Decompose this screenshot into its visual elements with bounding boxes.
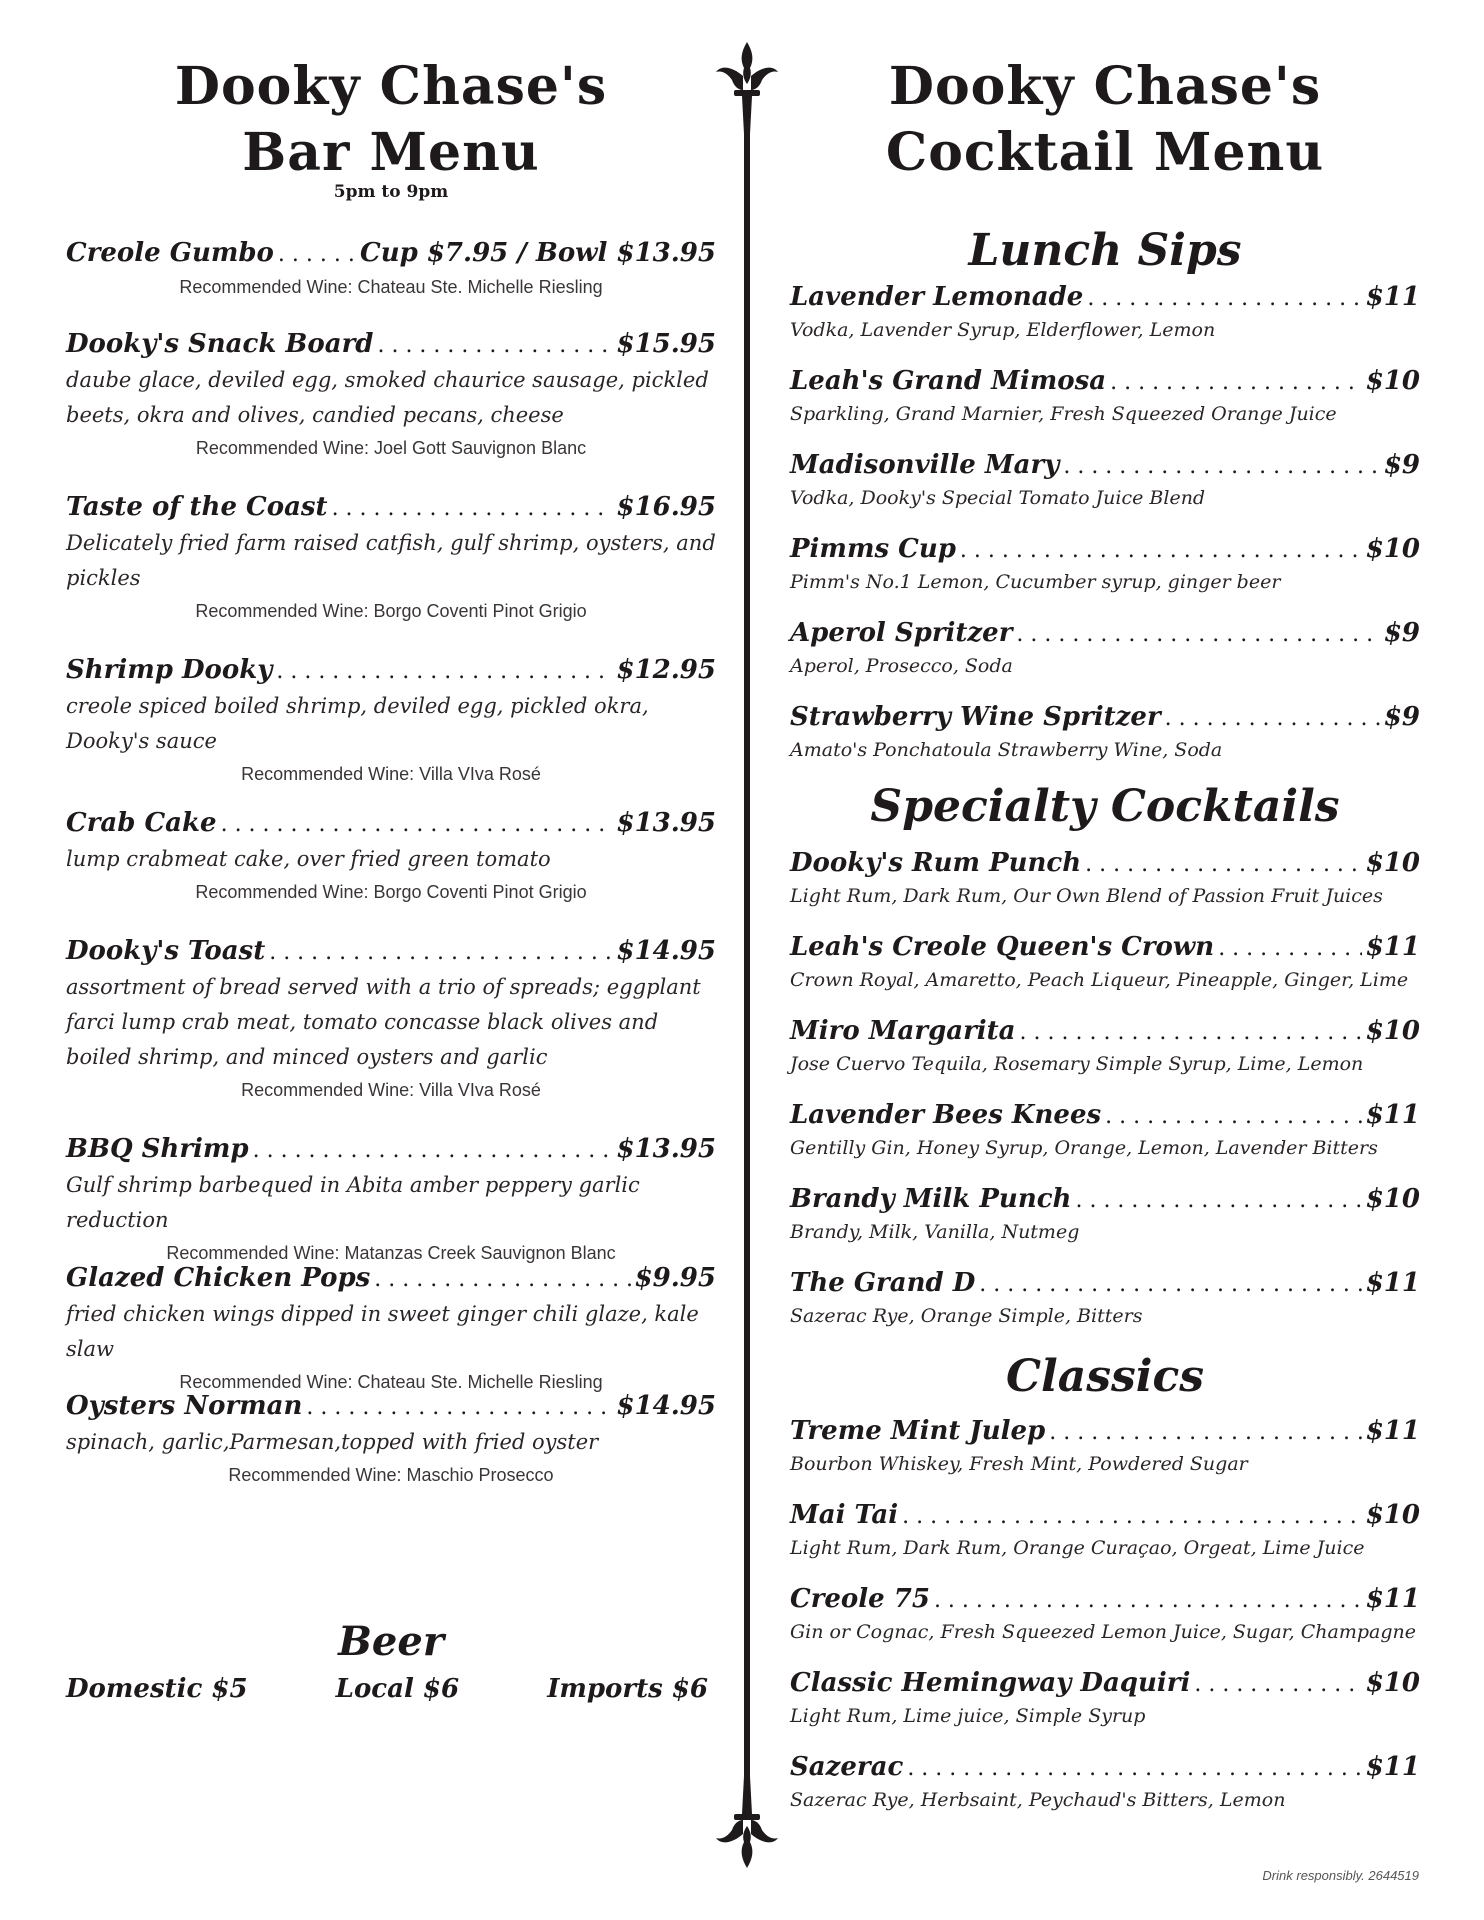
cocktail-price: $11	[1365, 1268, 1420, 1298]
leader-dots	[1085, 848, 1362, 882]
cocktail-name: Treme Mint Julep	[790, 1416, 1046, 1446]
leader-dots	[306, 1391, 612, 1425]
cocktail-row	[790, 1582, 1420, 1618]
bar-item-name: Dooky's Snack Board	[66, 329, 374, 359]
leader-dots	[934, 1584, 1362, 1618]
leader-dots	[1165, 702, 1380, 736]
fleur-de-lis-icon	[716, 1776, 778, 1868]
cocktail-description: Vodka, Lavender Syrup, Elderflower, Lemon	[790, 319, 1216, 341]
bar-item-description: Delicately fried farm raised catfish, gulf shrimp, oysters, and pickles	[66, 531, 716, 590]
leader-dots	[902, 1500, 1362, 1534]
cocktail-description: Jose Cuervo Tequila, Rosemary Simple Syrup, Lime, Lemon	[790, 1053, 1364, 1075]
cocktail-price: $11	[1365, 1100, 1420, 1130]
bar-item-name: Crab Cake	[66, 808, 217, 838]
cocktail-row	[790, 1098, 1420, 1134]
cocktail-description: Gin or Cognac, Fresh Squeezed Lemon Juice, Sugar, Champagne	[790, 1621, 1416, 1643]
bar-item-description: Gulf shrimp barbequed in Abita amber peppery garlic reduction	[66, 1173, 640, 1232]
cocktail-row	[790, 700, 1420, 736]
wine-recommendation: Recommended Wine: Borgo Coventi Pinot Grigio	[195, 601, 587, 621]
bar-item	[66, 1261, 716, 1397]
cocktail-row	[790, 1014, 1420, 1050]
leader-dots	[1087, 282, 1361, 316]
cocktail-name: Dooky's Rum Punch	[790, 848, 1082, 878]
column-divider	[712, 38, 782, 1872]
cocktail-description: Aperol, Prosecco, Soda	[790, 655, 1013, 677]
cocktail-row	[790, 930, 1420, 966]
cocktail-price: $10	[1365, 1500, 1420, 1530]
bar-item-price: $14.95	[616, 1391, 716, 1421]
bar-item-row	[66, 1132, 716, 1168]
cocktail-name: The Grand D	[790, 1268, 976, 1298]
cocktail-name: Lavender Lemonade	[790, 282, 1084, 312]
leader-dots	[278, 238, 356, 272]
leader-dots	[374, 1263, 630, 1297]
bar-item-description: creole spiced boiled shrimp, deviled egg, pickled okra, Dooky's sauce	[66, 694, 649, 753]
cocktail-name: Pimms Cup	[790, 534, 956, 564]
leader-dots	[332, 492, 613, 526]
cocktail-row	[790, 1266, 1420, 1302]
cocktail-item	[790, 1098, 1420, 1162]
cocktail-name: Madisonville Mary	[790, 450, 1060, 480]
bar-item	[66, 236, 716, 302]
leader-dots	[276, 655, 612, 689]
cocktail-price: $11	[1365, 1416, 1420, 1446]
leader-dots	[269, 936, 612, 970]
cocktail-row	[790, 1414, 1420, 1450]
bar-item-name: Dooky's Toast	[66, 936, 266, 966]
bar-item	[66, 1389, 716, 1490]
cocktail-name: Brandy Milk Punch	[790, 1184, 1072, 1214]
cocktail-row	[790, 1182, 1420, 1218]
bar-item-description: spinach, garlic,Parmesan,topped with fried oyster	[66, 1430, 599, 1454]
cocktail-row	[790, 1666, 1420, 1702]
bar-item-description: fried chicken wings dipped in sweet ginger chili glaze, kale slaw	[66, 1302, 699, 1361]
cocktail-row	[790, 280, 1420, 316]
cocktail-description: Sazerac Rye, Orange Simple, Bitters	[790, 1305, 1143, 1327]
leader-dots	[253, 1134, 613, 1168]
wine-recommendation: Recommended Wine: Chateau Ste. Michelle Riesling	[179, 1372, 603, 1392]
wine-recommendation: Recommended Wine: Maschio Prosecco	[228, 1465, 554, 1485]
bar-item-name: Glazed Chicken Pops	[66, 1263, 371, 1293]
wine-recommendation: Recommended Wine: Borgo Coventi Pinot Grigio	[195, 882, 587, 902]
cocktail-item	[790, 1182, 1420, 1246]
bar-item-row	[66, 327, 716, 363]
cocktail-description: Sazerac Rye, Herbsaint, Peychaud's Bitters, Lemon	[790, 1789, 1286, 1811]
cocktail-description: Pimm's No.1 Lemon, Cucumber syrup, ginger beer	[790, 571, 1281, 593]
cocktail-price: $10	[1365, 1016, 1420, 1046]
cocktail-name: Sazerac	[790, 1752, 904, 1782]
cocktail-description: Bourbon Whiskey, Fresh Mint, Powdered Sugar	[790, 1453, 1248, 1475]
cocktail-price: $10	[1365, 1668, 1420, 1698]
cocktail-item	[790, 1498, 1420, 1562]
bar-item-name: Taste of the Coast	[66, 492, 328, 522]
bar-item-name: Shrimp Dooky	[66, 655, 273, 685]
cocktail-item	[790, 532, 1420, 596]
cocktail-name: Leah's Grand Mimosa	[790, 366, 1107, 396]
cocktail-price: $10	[1365, 1184, 1420, 1214]
wine-recommendation: Recommended Wine: Villa VIva Rosé	[241, 764, 541, 784]
divider-line	[744, 128, 750, 1778]
bar-item-row	[66, 490, 716, 526]
cocktail-price: $11	[1365, 282, 1420, 312]
beer-local: Local $6	[335, 1674, 460, 1704]
bar-hours: 5pm to 9pm	[333, 182, 449, 202]
cocktail-menu-title-line2: Cocktail Menu	[885, 122, 1325, 183]
cocktail-name: Strawberry Wine Spritzer	[790, 702, 1161, 732]
bar-item	[66, 806, 716, 907]
cocktail-price: $10	[1365, 848, 1420, 878]
cocktail-description: Brandy, Milk, Vanilla, Nutmeg	[790, 1221, 1080, 1243]
cocktail-name: Classic Hemingway Daquiri	[790, 1668, 1191, 1698]
leader-dots	[979, 1268, 1361, 1302]
bar-item-name: Creole Gumbo	[66, 238, 274, 268]
cocktail-name: Lavender Bees Knees	[790, 1100, 1102, 1130]
cocktail-row	[790, 616, 1420, 652]
cocktail-name: Mai Tai	[790, 1500, 899, 1530]
bar-item-description: daube glace, deviled egg, smoked chaurice sausage, pickled beets, okra and olives, candied pecans, cheese	[66, 368, 709, 427]
bar-item-price: $16.95	[616, 492, 716, 522]
beer-imports: Imports $6	[547, 1674, 708, 1704]
cocktail-description: Light Rum, Lime juice, Simple Syrup	[790, 1705, 1146, 1727]
section-heading-classics: Classics	[1005, 1351, 1205, 1402]
cocktail-item	[790, 364, 1420, 428]
bar-item-name: Oysters Norman	[66, 1391, 303, 1421]
cocktail-price: $11	[1365, 1752, 1420, 1782]
leader-dots	[1063, 450, 1379, 484]
cocktail-description: Light Rum, Dark Rum, Our Own Blend of Passion Fruit Juices	[790, 885, 1383, 907]
cocktail-item	[790, 1414, 1420, 1478]
leader-dots	[1020, 1016, 1362, 1050]
wine-recommendation: Recommended Wine: Villa VIva Rosé	[241, 1080, 541, 1100]
fleur-de-lis-icon	[716, 42, 778, 134]
bar-menu-title-line1: Dooky Chase's	[174, 56, 608, 117]
cocktail-price: $11	[1365, 932, 1420, 962]
bar-item-row	[66, 934, 716, 970]
cocktail-item	[790, 700, 1420, 764]
cocktail-price: $11	[1365, 1584, 1420, 1614]
leader-dots	[907, 1752, 1361, 1786]
bar-item-row	[66, 806, 716, 842]
cocktail-item	[790, 1582, 1420, 1646]
leader-dots	[1049, 1416, 1361, 1450]
bar-item-price: $15.95	[616, 329, 716, 359]
wine-recommendation: Recommended Wine: Chateau Ste. Michelle Riesling	[179, 277, 603, 297]
cocktail-row	[790, 846, 1420, 882]
bar-item-price: $13.95	[616, 808, 716, 838]
cocktail-item	[790, 616, 1420, 680]
cocktail-row	[790, 532, 1420, 568]
cocktail-row	[790, 1498, 1420, 1534]
bar-item	[66, 934, 716, 1105]
bar-item-row	[66, 236, 716, 272]
cocktail-row	[790, 364, 1420, 400]
cocktail-menu-title-line1: Dooky Chase's	[888, 56, 1322, 117]
bar-item-price: $13.95	[616, 1134, 716, 1164]
bar-menu-header	[66, 54, 716, 202]
cocktail-item	[790, 930, 1420, 994]
section-heading-specialty: Specialty Cocktails	[870, 781, 1340, 832]
cocktail-description: Vodka, Dooky's Special Tomato Juice Blend	[790, 487, 1206, 509]
cocktail-item	[790, 280, 1420, 344]
bar-item-description: assortment of bread served with a trio of spreads; eggplant farci lump crab meat, tomato concasse black olives and boiled shrimp, and minced oysters and garlic	[66, 975, 701, 1069]
cocktail-item	[790, 1666, 1420, 1730]
cocktail-description: Amato's Ponchatoula Strawberry Wine, Soda	[790, 739, 1223, 761]
cocktail-item	[790, 1750, 1420, 1814]
bar-item-price: $12.95	[616, 655, 716, 685]
bar-item	[66, 327, 716, 463]
footer-note: Drink responsibly. 2644519	[1262, 1868, 1419, 1883]
cocktail-item	[790, 448, 1420, 512]
bar-item	[66, 490, 716, 626]
cocktail-description: Light Rum, Dark Rum, Orange Curaçao, Orgeat, Lime Juice	[790, 1537, 1365, 1559]
bar-item	[66, 1132, 716, 1268]
cocktail-item	[790, 846, 1420, 910]
section-heading-lunch-sips: Lunch Sips	[968, 225, 1242, 276]
bar-item	[66, 653, 716, 789]
bar-item-price: Cup $7.95 / Bowl $13.95	[360, 238, 716, 268]
leader-dots	[1075, 1184, 1361, 1218]
cocktail-price: $9	[1383, 702, 1420, 732]
cocktail-row	[790, 448, 1420, 484]
bar-item-row	[66, 653, 716, 689]
leader-dots	[960, 534, 1362, 568]
beer-prices	[66, 1674, 716, 1704]
cocktail-price: $10	[1365, 366, 1420, 396]
cocktail-price: $9	[1383, 618, 1420, 648]
cocktail-name: Miro Margarita	[790, 1016, 1016, 1046]
leader-dots	[221, 808, 613, 842]
cocktail-price: $10	[1365, 534, 1420, 564]
bar-item-row	[66, 1389, 716, 1425]
cocktail-item	[790, 1014, 1420, 1078]
bar-item-price: $9.95	[634, 1263, 716, 1293]
cocktail-description: Sparkling, Grand Marnier, Fresh Squeezed Orange Juice	[790, 403, 1337, 425]
bar-item-row	[66, 1261, 716, 1297]
bar-menu-title-line2: Bar Menu	[242, 122, 540, 183]
wine-recommendation: Recommended Wine: Matanzas Creek Sauvignon Blanc	[166, 1243, 616, 1263]
cocktail-item	[790, 1266, 1420, 1330]
leader-dots	[377, 329, 612, 363]
bar-item-description: lump crabmeat cake, over fried green tomato	[66, 847, 551, 871]
cocktail-menu-header	[790, 54, 1420, 186]
bar-item-name: BBQ Shrimp	[66, 1134, 249, 1164]
wine-recommendation: Recommended Wine: Joel Gott Sauvignon Blanc	[195, 438, 587, 458]
leader-dots	[1194, 1668, 1361, 1702]
cocktail-name: Leah's Creole Queen's Crown	[790, 932, 1215, 962]
beer-heading: Beer	[338, 1618, 444, 1665]
beer-domestic: Domestic $5	[66, 1674, 248, 1704]
cocktail-price: $9	[1383, 450, 1420, 480]
leader-dots	[1016, 618, 1379, 652]
leader-dots	[1110, 366, 1362, 400]
cocktail-description: Crown Royal, Amaretto, Peach Liqueur, Pineapple, Ginger, Lime	[790, 969, 1409, 991]
bar-item-price: $14.95	[616, 936, 716, 966]
leader-dots	[1218, 932, 1362, 966]
leader-dots	[1105, 1100, 1362, 1134]
cocktail-name: Creole 75	[790, 1584, 930, 1614]
cocktail-description: Gentilly Gin, Honey Syrup, Orange, Lemon, Lavender Bitters	[790, 1137, 1378, 1159]
cocktail-name: Aperol Spritzer	[790, 618, 1013, 648]
cocktail-row	[790, 1750, 1420, 1786]
